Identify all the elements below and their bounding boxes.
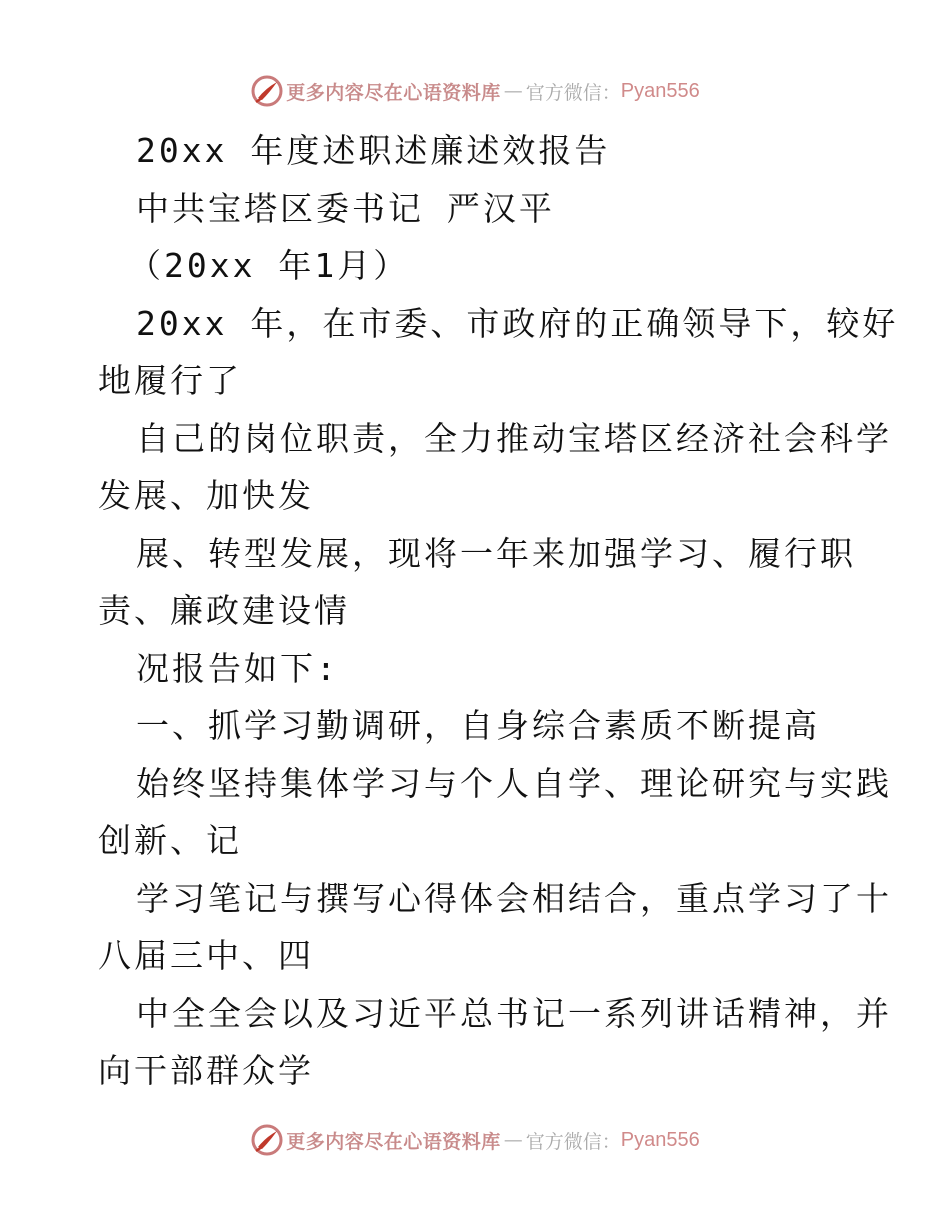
paragraph-line: 20xx 年，在市委、市政府的正确领导下，较好 [136,303,899,343]
paragraph-line: 自己的岗位职责，全力推动宝塔区经济社会科学 [136,418,892,458]
paragraph-line: 始终坚持集体学习与个人自学、理论研究与实践 [136,763,892,803]
banner-contact-label: 官方微信： [525,1130,621,1153]
doc-date: （20xx 年1月） [128,246,410,285]
paragraph-line: 向干部群众学 [98,1051,314,1090]
paragraph-line: 发展、加快发 [98,476,314,515]
paragraph-line: 地履行了 [98,361,242,400]
header-watermark-banner [0,71,950,111]
banner-contact-label: 官方微信： [525,81,621,104]
paragraph-line: 展、转型发展，现将一年来加强学习、履行职 [136,533,856,573]
brush-logo-icon [250,74,284,108]
doc-title: 20xx 年度述职述廉述效报告 [136,131,611,170]
banner-dash: — [503,80,523,102]
banner-wechat-id: Pyan556 [620,1128,700,1151]
paragraph-line: 责、廉政建设情 [98,591,350,630]
banner-text: 更多内容尽在心语资料库 [286,81,501,104]
paragraph-line: 中全全会以及习近平总书记一系列讲话精神，并 [136,993,892,1033]
paragraph-line: 八届三中、四 [98,936,314,975]
document-body [98,122,899,1100]
banner-wechat-id: Pyan556 [620,79,700,102]
brush-logo-icon [250,1123,284,1157]
doc-author: 中共宝塔区委书记 严汉平 [136,188,555,228]
section-heading: 一、抓学习勤调研，自身综合素质不断提高 [136,706,820,745]
paragraph-line: 创新、记 [98,821,242,860]
banner-text: 更多内容尽在心语资料库 [286,1130,501,1153]
paragraph-line: 学习笔记与撰写心得体会相结合，重点学习了十 [136,878,892,918]
paragraph-line: 况报告如下: [136,648,339,688]
footer-watermark-banner [0,1120,950,1160]
banner-dash: — [503,1129,523,1151]
